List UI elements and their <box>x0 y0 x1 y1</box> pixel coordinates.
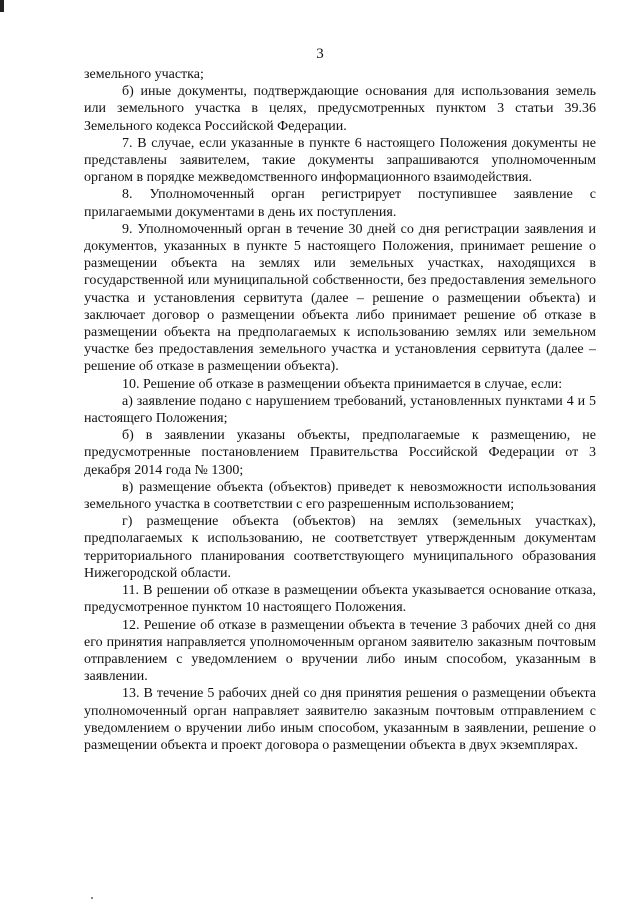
paragraph-continuation: земельного участка; <box>84 67 204 82</box>
paragraph-10: 10. Решение об отказе в размещении объекта принимается в случае, если: <box>122 376 563 392</box>
paragraph-9: 9. Уполномоченный орган в течение 30 дней со дня регистрации заявления и документов, указанных в пункте 5 настоящего Положения, принимает решение о размещении объекта на землях или земельных участках, находящихся в государственной или муниципальной собственности, без предоставления земельного участка и установления сервитута (далее – решение о размещении объекта) и заключает договор о размещении объекта либо принимает решение об отказе в размещении объекта на предполагаемых к использованию землях или земельном участке без предоставления земельного участка и установления сервитута (далее – решение об отказе в размещении объекта). <box>84 221 596 375</box>
document-body <box>84 66 596 754</box>
paragraph-11: 11. В решении об отказе в размещении объекта указывается основание отказа, предусмотренное пунктом 10 настоящего Положения. <box>84 583 596 616</box>
paragraph-10b: б) в заявлении указаны объекты, предполагаемые к размещению, не предусмотренные постановлением Правительства Российской Федерации от 3 декабря 2014 года № 1300; <box>84 428 596 478</box>
paragraph-10a: а) заявление подано с нарушением требований, установленных пунктами 4 и 5 настоящего Положения; <box>84 393 596 427</box>
page-number: 3 <box>316 46 324 62</box>
paragraph-10g: г) размещение объекта (объектов) на землях (земельных участках), предполагаемых к использованию, не соответствует утвержденным документам территориального планирования соответствующего муниципального образования Нижегородской области. <box>84 514 596 581</box>
paragraph-7: 7. В случае, если указанные в пункте 6 настоящего Положения документы не представлены заявителем, такие документы запрашиваются уполномоченным органом в порядке межведомственного информационного взаимодействия. <box>84 135 596 186</box>
paragraph-6b: б) иные документы, подтверждающие основания для использования земель или земельного участка в целях, предусмотренных пунктом 3 статьи 39.36 Земельного кодекса Российской Федерации. <box>84 84 596 134</box>
paragraph-12: 12. Решение об отказе в размещении объекта в течение 3 рабочих дней со дня его принятия направляется уполномоченным органом заявителю заказным почтовым отправлением с уведомлением о вручении либо иным способом, указанным в заявлении. <box>84 617 596 685</box>
scan-corner-mark <box>0 0 4 12</box>
paragraph-10v: в) размещение объекта (объектов) приведет к невозможности использования земельного участка в соответствии с его разрешенным использованием; <box>84 479 596 513</box>
paragraph-8: 8. Уполномоченный орган регистрирует поступившее заявление с прилагаемыми документами в день их поступления. <box>84 187 596 220</box>
paragraph-13: 13. В течение 5 рабочих дней со дня принятия решения о размещении объекта уполномоченный орган направляет заявителю заказным почтовым отправлением с уведомлением о вручении либо иным способом, указанным в заявлении, решение о размещении объекта и проект договора о размещении объекта в двух экземплярах. <box>84 686 596 753</box>
scan-speck <box>91 897 93 899</box>
